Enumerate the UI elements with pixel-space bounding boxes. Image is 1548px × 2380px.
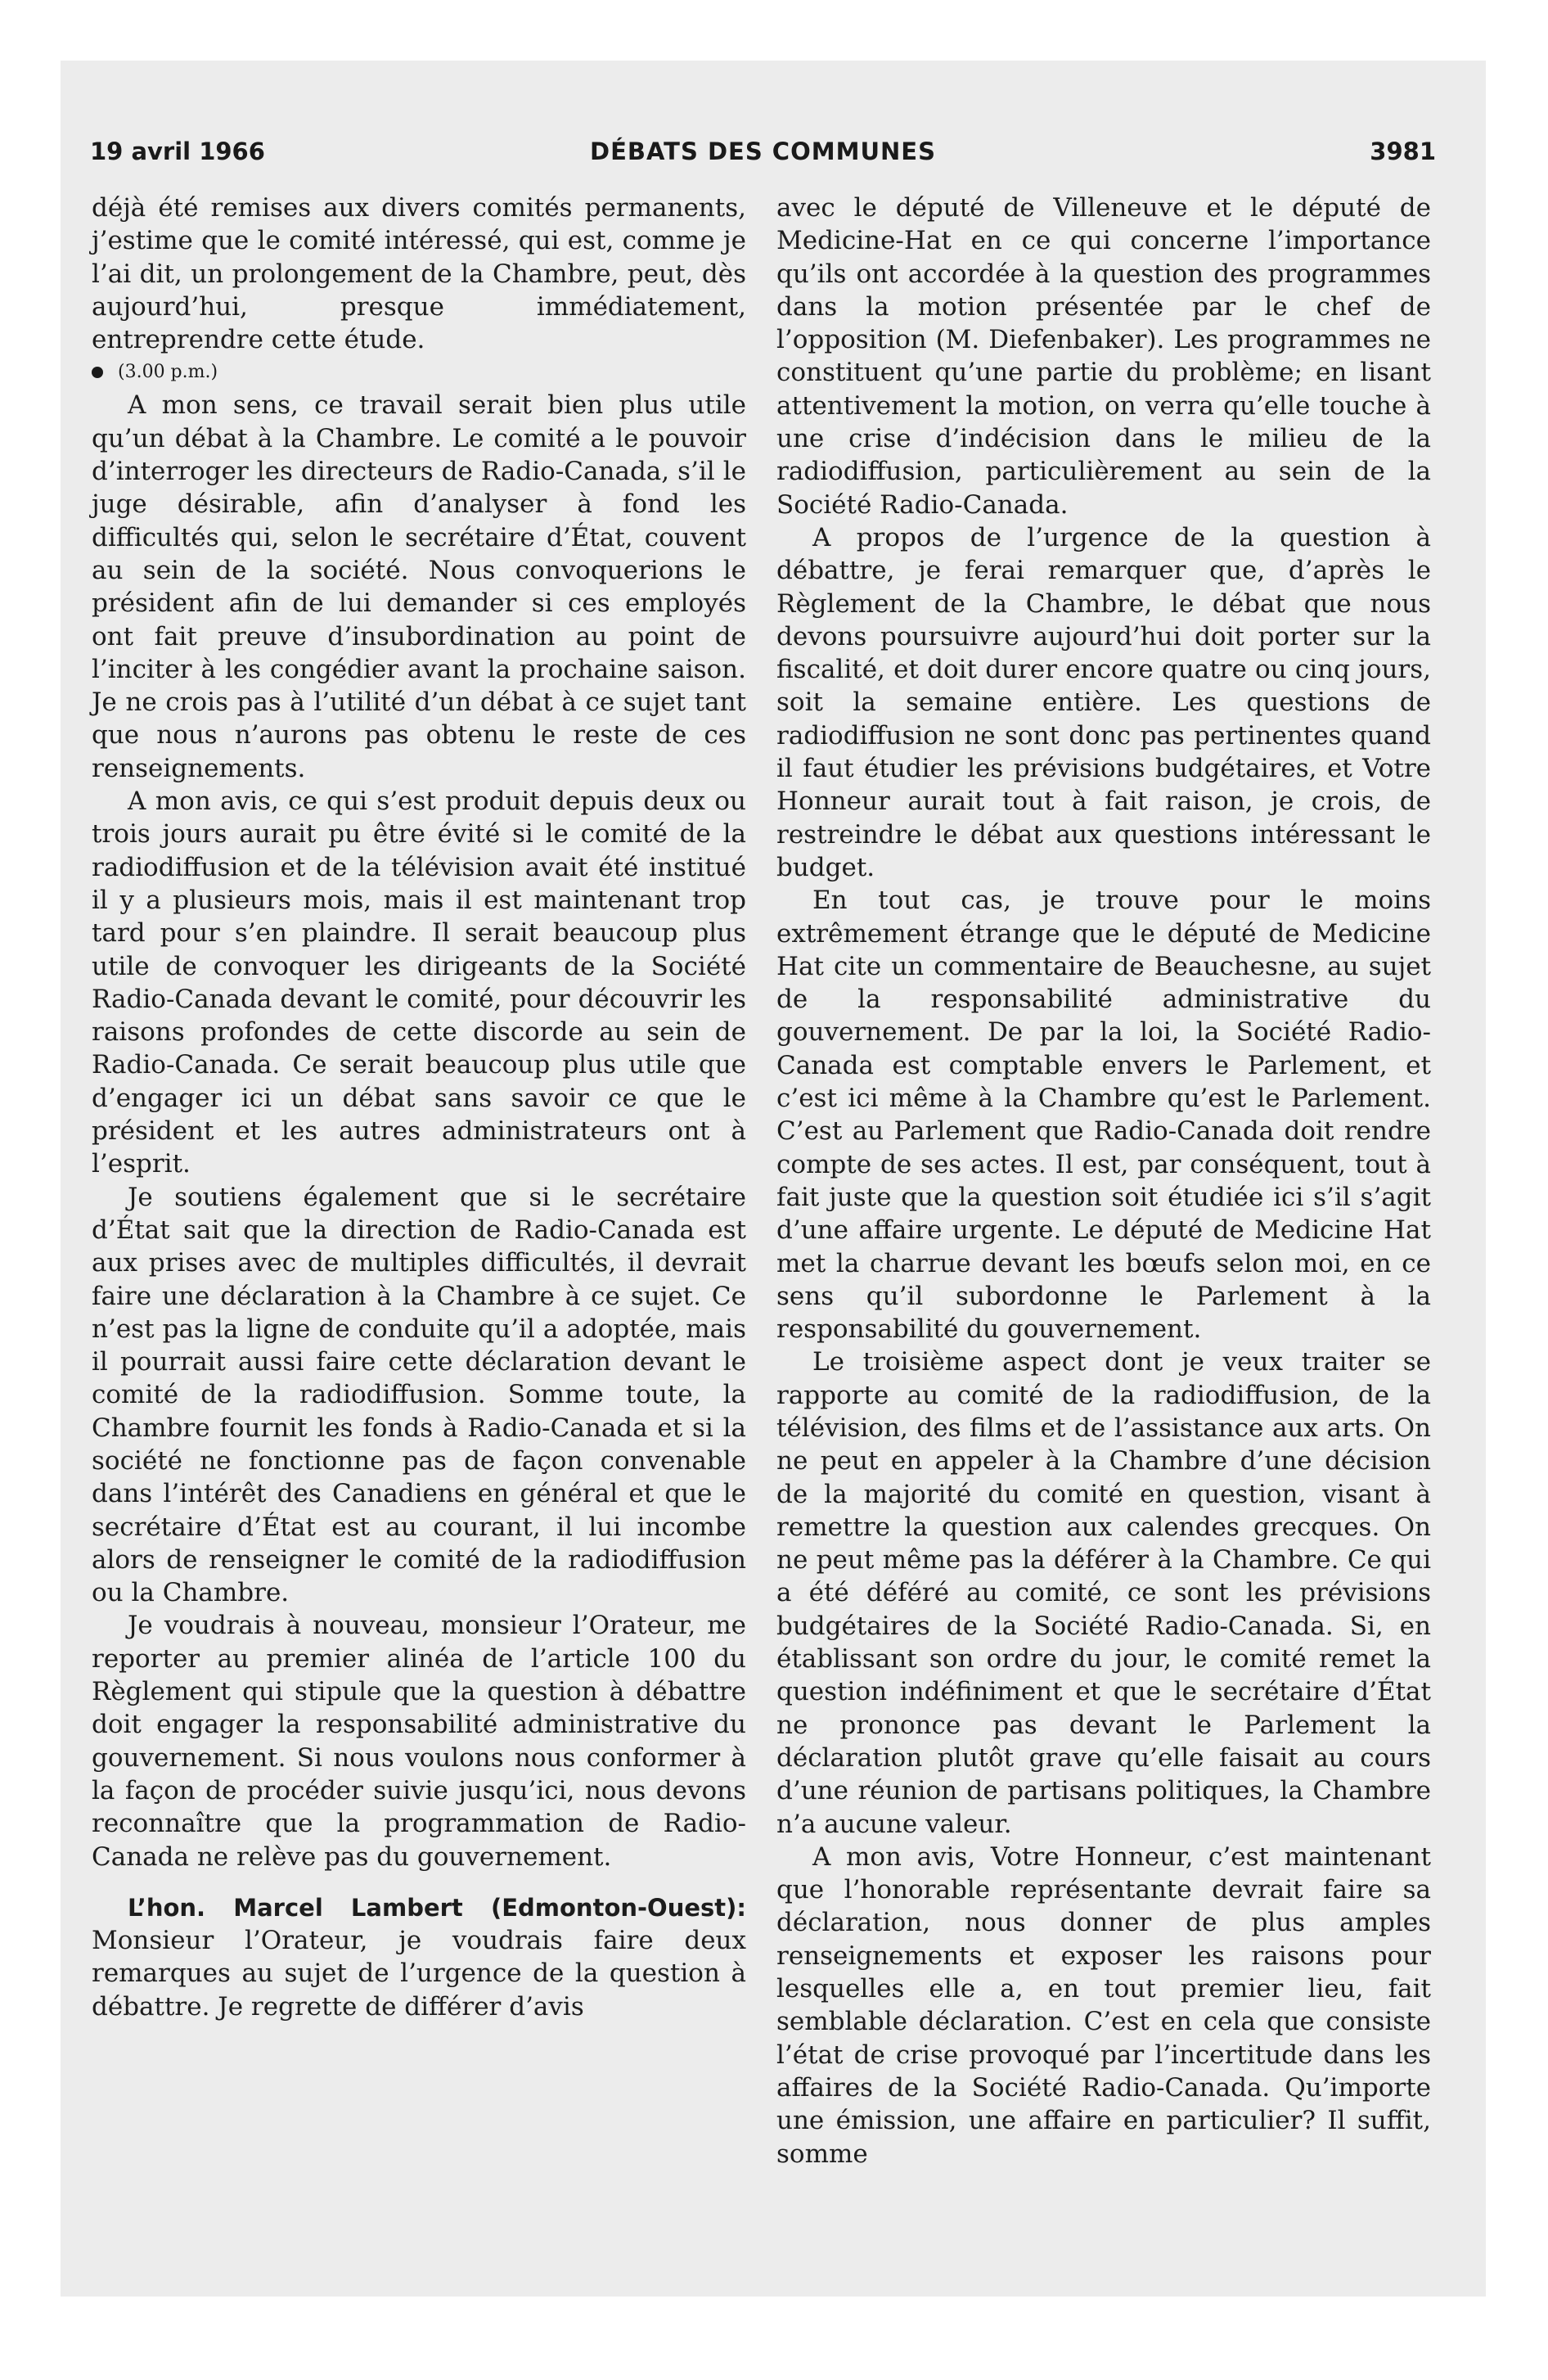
page-header (90, 137, 1436, 177)
paragraph: A mon avis, ce qui s’est produit depuis deux ou trois jours aurait pu être évité si le comité de la radiodiffusion et de la télévision avait été institué il y a plusieurs mois, mais il est maintenant trop tard pour s’en plaindre. Il serait beaucoup plus utile de convoquer les dirigeants de la Société Radio-Canada devant le comité, pour découvrir les raisons profondes de cette discorde au sein de Radio-Canada. Ce serait beaucoup plus utile que d’engager ici un débat sans savoir ce que le président et les autres administrateurs ont à l’esprit. (92, 787, 746, 1179)
bullet-icon (92, 367, 103, 378)
paragraph: déjà été remises aux divers comités permanents, j’estime que le comité intéressé, qui est, comme je l’ai dit, un prolongement de la Chambre, peut, dès aujourd’hui, presque immédiatement, entreprendre cette étude. (92, 193, 746, 355)
header-date: 19 avril 1966 (90, 137, 265, 165)
speaker-paragraph (92, 1891, 746, 2023)
time-marker-text: (3.00 p.m.) (118, 362, 218, 383)
header-title: DÉBATS DES COMMUNES (590, 137, 936, 165)
time-marker (92, 356, 746, 389)
paragraph: Je soutiens également que si le secrétaire d’État sait que la direction de Radio-Canada est aux prises avec de multiples difficultés, il devrait faire une déclaration à la Chambre à ce sujet. Ce n’est pas la ligne de conduite qu’il a adoptée, mais il pourrait aussi faire cette déclaration devant le comité de la radiodiffusion. Somme toute, la Chambre fournit les fonds à Radio-Canada et si la société ne fonctionne pas de façon convenable dans l’intérêt des Canadiens en général et que le secrétaire d’État est au courant, il lui incombe alors de renseigner le comité de la radiodiffusion ou la Chambre. (92, 1182, 746, 1608)
paragraph: A mon sens, ce travail serait bien plus utile qu’un débat à la Chambre. Le comité a le pouvoir d’interroger les directeurs de Radio-Canada, s’il le juge désirable, afin d’analyser à fond les difficultés qui, selon le secrétaire d’État, couvent au sein de la société. Nous convoquerions le président afin de lui demander si ces employés ont fait preuve d’insubordination au point de l’inciter à les congédier avant la prochaine saison. Je ne crois pas à l’utilité d’un débat à ce sujet tant que nous n’aurons pas obtenu le reste de ces renseignements. (92, 390, 746, 783)
paragraph: Le troisième aspect dont je veux traiter se rapporte au comité de la radiodiffusion, de la télévision, des films et de l’assistance aux arts. On ne peut en appeler à la Chambre d’une décision de la majorité du comité en question, visant à remettre la question aux calendes grecques. On ne peut même pas la déférer à la Chambre. Ce qui a été déféré au comité, ce sont les prévisions budgétaires de la Société Radio-Canada. Si, en établissant son ordre du jour, le comité remet la question indéfiniment et que le secrétaire d’État ne prononce pas devant le Parlement la déclaration plutôt grave qu’elle faisait au cours d’une réunion de partisans politiques, la Chambre n’a aucune valeur. (776, 1347, 1431, 1839)
page-number: 3981 (1370, 137, 1436, 165)
paragraph: A propos de l’urgence de la question à débattre, je ferai remarquer que, d’après le Règlement de la Chambre, le débat que nous devons poursuivre aujourd’hui doit porter sur la fiscalité, et doit durer encore quatre ou cinq jours, soit la semaine entière. Les questions de radiodiffusion ne sont donc pas pertinentes quand il faut étudier les prévisions budgétaires, et Votre Honneur aurait tout à fait raison, je crois, de restreindre le débat aux questions intéressant le budget. (776, 522, 1431, 882)
paragraph: En tout cas, je trouve pour le moins extrêmement étrange que le député de Medicine Hat cite un commentaire de Beauchesne, au sujet de la responsabilité administrative du gouvernement. De par la loi, la Société Radio-Canada est comptable envers le Parlement, et c’est ici même à la Chambre qu’est le Parlement. C’est au Parlement que Radio-Canada doit rendre compte de ses actes. Il est, par conséquent, tout à fait juste que la question soit étudiée ici s’il s’agit d’une affaire urgente. Le député de Medicine Hat met la charrue devant les bœufs selon moi, en ce sens qu’il subordonne le Parlement à la responsabilité du gouvernement. (776, 886, 1431, 1345)
speaker-name: L’hon. Marcel Lambert (Edmonton-Ouest): (128, 1893, 746, 1922)
right-column (776, 192, 1431, 2170)
paragraph: Je voudrais à nouveau, monsieur l’Orateur, me reporter au premier alinéa de l’article 100 du Règlement qui stipule que la question à débattre doit engager la responsabilité administrative du gouvernement. Si nous voulons nous conformer à la façon de procéder suivie jusqu’ici, nous devons reconnaître que la programmation de Radio-Canada ne relève pas du gouvernement. (92, 1611, 746, 1872)
left-column (92, 192, 746, 2023)
speaker-text: Monsieur l’Orateur, je voudrais faire deux remarques au sujet de l’urgence de la question à débattre. Je regrette de différer d’avis (92, 1926, 746, 2022)
paragraph: avec le député de Villeneuve et le député de Medicine-Hat en ce qui concerne l’importance qu’ils ont accordée à la question des programmes dans la motion présentée par le chef de l’opposition (M. Diefenbaker). Les programmes ne constituent qu’une partie du problème; en lisant attentivement la motion, on verra qu’elle touche à une crise d’indécision dans le milieu de la radiodiffusion, particulièrement au sein de la Société Radio-Canada. (776, 193, 1431, 520)
paragraph: A mon avis, Votre Honneur, c’est maintenant que l’honorable représentante devrait faire sa déclaration, nous donner de plus amples renseignements et exposer les raisons pour lesquelles elle a, en tout premier lieu, fait semblable déclaration. C’est en cela que consiste l’état de crise provoqué par l’incertitude dans les affaires de la Société Radio-Canada. Qu’importe une émission, une affaire en particulier? Il suffit, somme (776, 1841, 1431, 2169)
